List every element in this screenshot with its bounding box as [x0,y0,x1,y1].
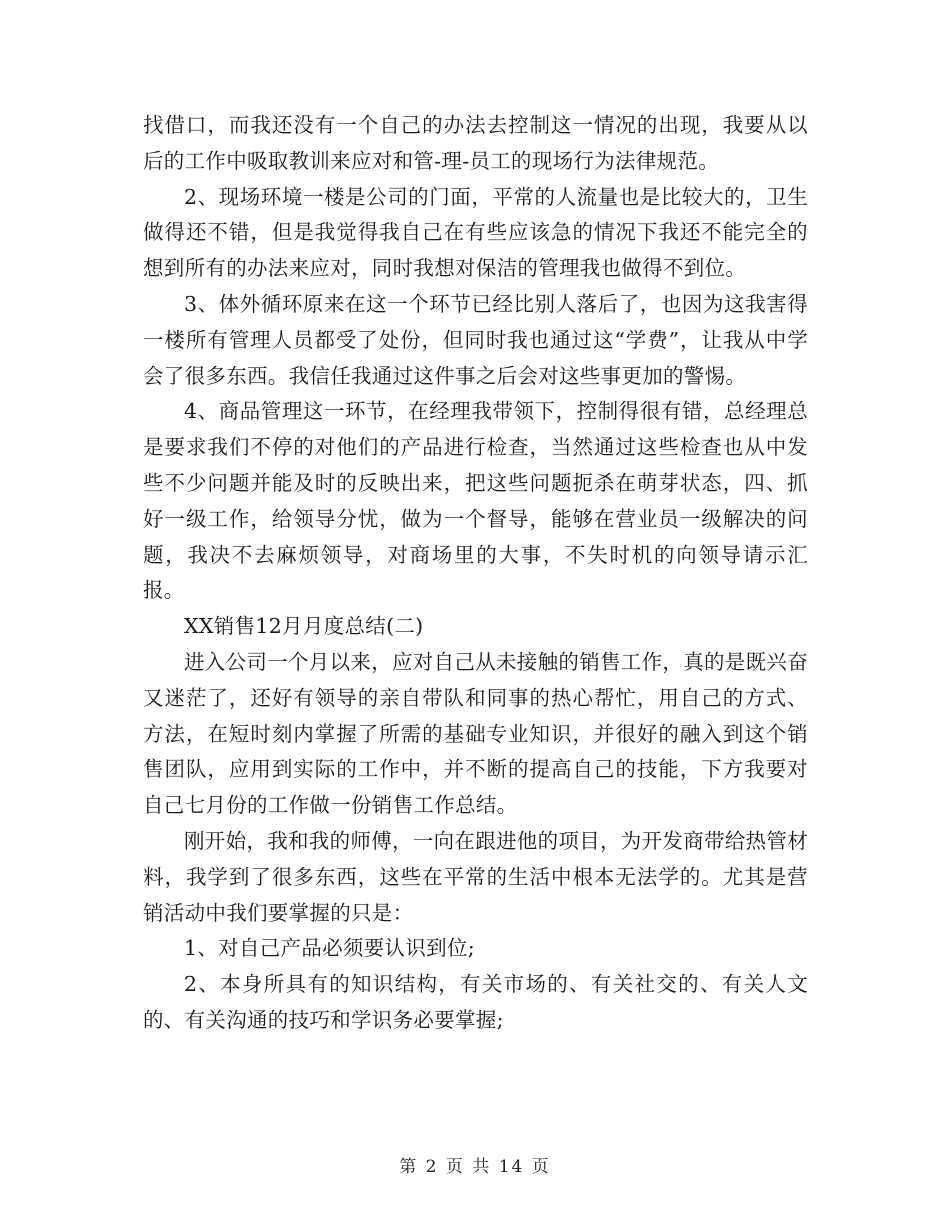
paragraph-opening: 进入公司一个月以来，应对自己从未接触的销售工作，真的是既兴奋又迷茫了，还好有领导的亲自带队和同事的热心帮忙，用自己的方式、方法，在短时刻内掌握了所需的基础专业知识，并很好的融入到这个销售团队，应用到实际的工作中，并不断的提高自己的技能，下方我要对自己七月份的工作做一份销售工作总结。 [143,649,808,818]
paragraph-start: 刚开始，我和我的师傅，一向在跟进他的项目，为开发商带给热管材料，我学到了很多东西，这些在平常的生活中根本无法学的。尤其是营销活动中我们要掌握的只是： [143,828,808,925]
page-footer: 第 2 页 共 14 页 [399,1157,551,1177]
list-item-2: 2、本身所具有的知识结构，有关市场的、有关社交的、有关人文的、有关沟通的技巧和学识务必要掌握; [143,972,808,1032]
paragraph-item-3: 3、体外循环原来在这一个环节已经比别人落后了，也因为这我害得一楼所有管理人员都受了处份，但同时我也通过这“学费”，让我从中学会了很多东西。我信任我通过这件事之后会对这些事更加的警惕。 [143,291,808,388]
paragraph-item-2: 2、现场环境一楼是公司的门面，平常的人流量也是比较大的，卫生做得还不错，但是我觉得我自己在有些应该急的情况下我还不能完全的想到所有的办法来应对，同时我想对保洁的管理我也做得不到位。 [143,184,808,281]
paragraph-intro: 找借口，而我还没有一个自己的办法去控制这一情况的出现，我要从以后的工作中吸取教训来应对和管-理-员工的现场行为法律规范。 [143,113,808,173]
document-body [143,108,808,1039]
paragraph-item-4: 4、商品管理这一环节，在经理我带领下，控制得很有错，总经理总是要求我们不停的对他们的产品进行检查，当然通过这些检查也从中发些不少问题并能及时的反映出来，把这些问题扼杀在萌芽状态，四、抓好一级工作，给领导分忧，做为一个督导，能够在营业员一级解决的问题，我决不去麻烦领导，对商场里的大事，不失时机的向领导请示汇报。 [143,399,808,603]
section-heading: XX销售12月月度总结(二) [184,614,424,639]
list-item-1: 1、对自己产品必须要认识到位; [184,936,475,961]
